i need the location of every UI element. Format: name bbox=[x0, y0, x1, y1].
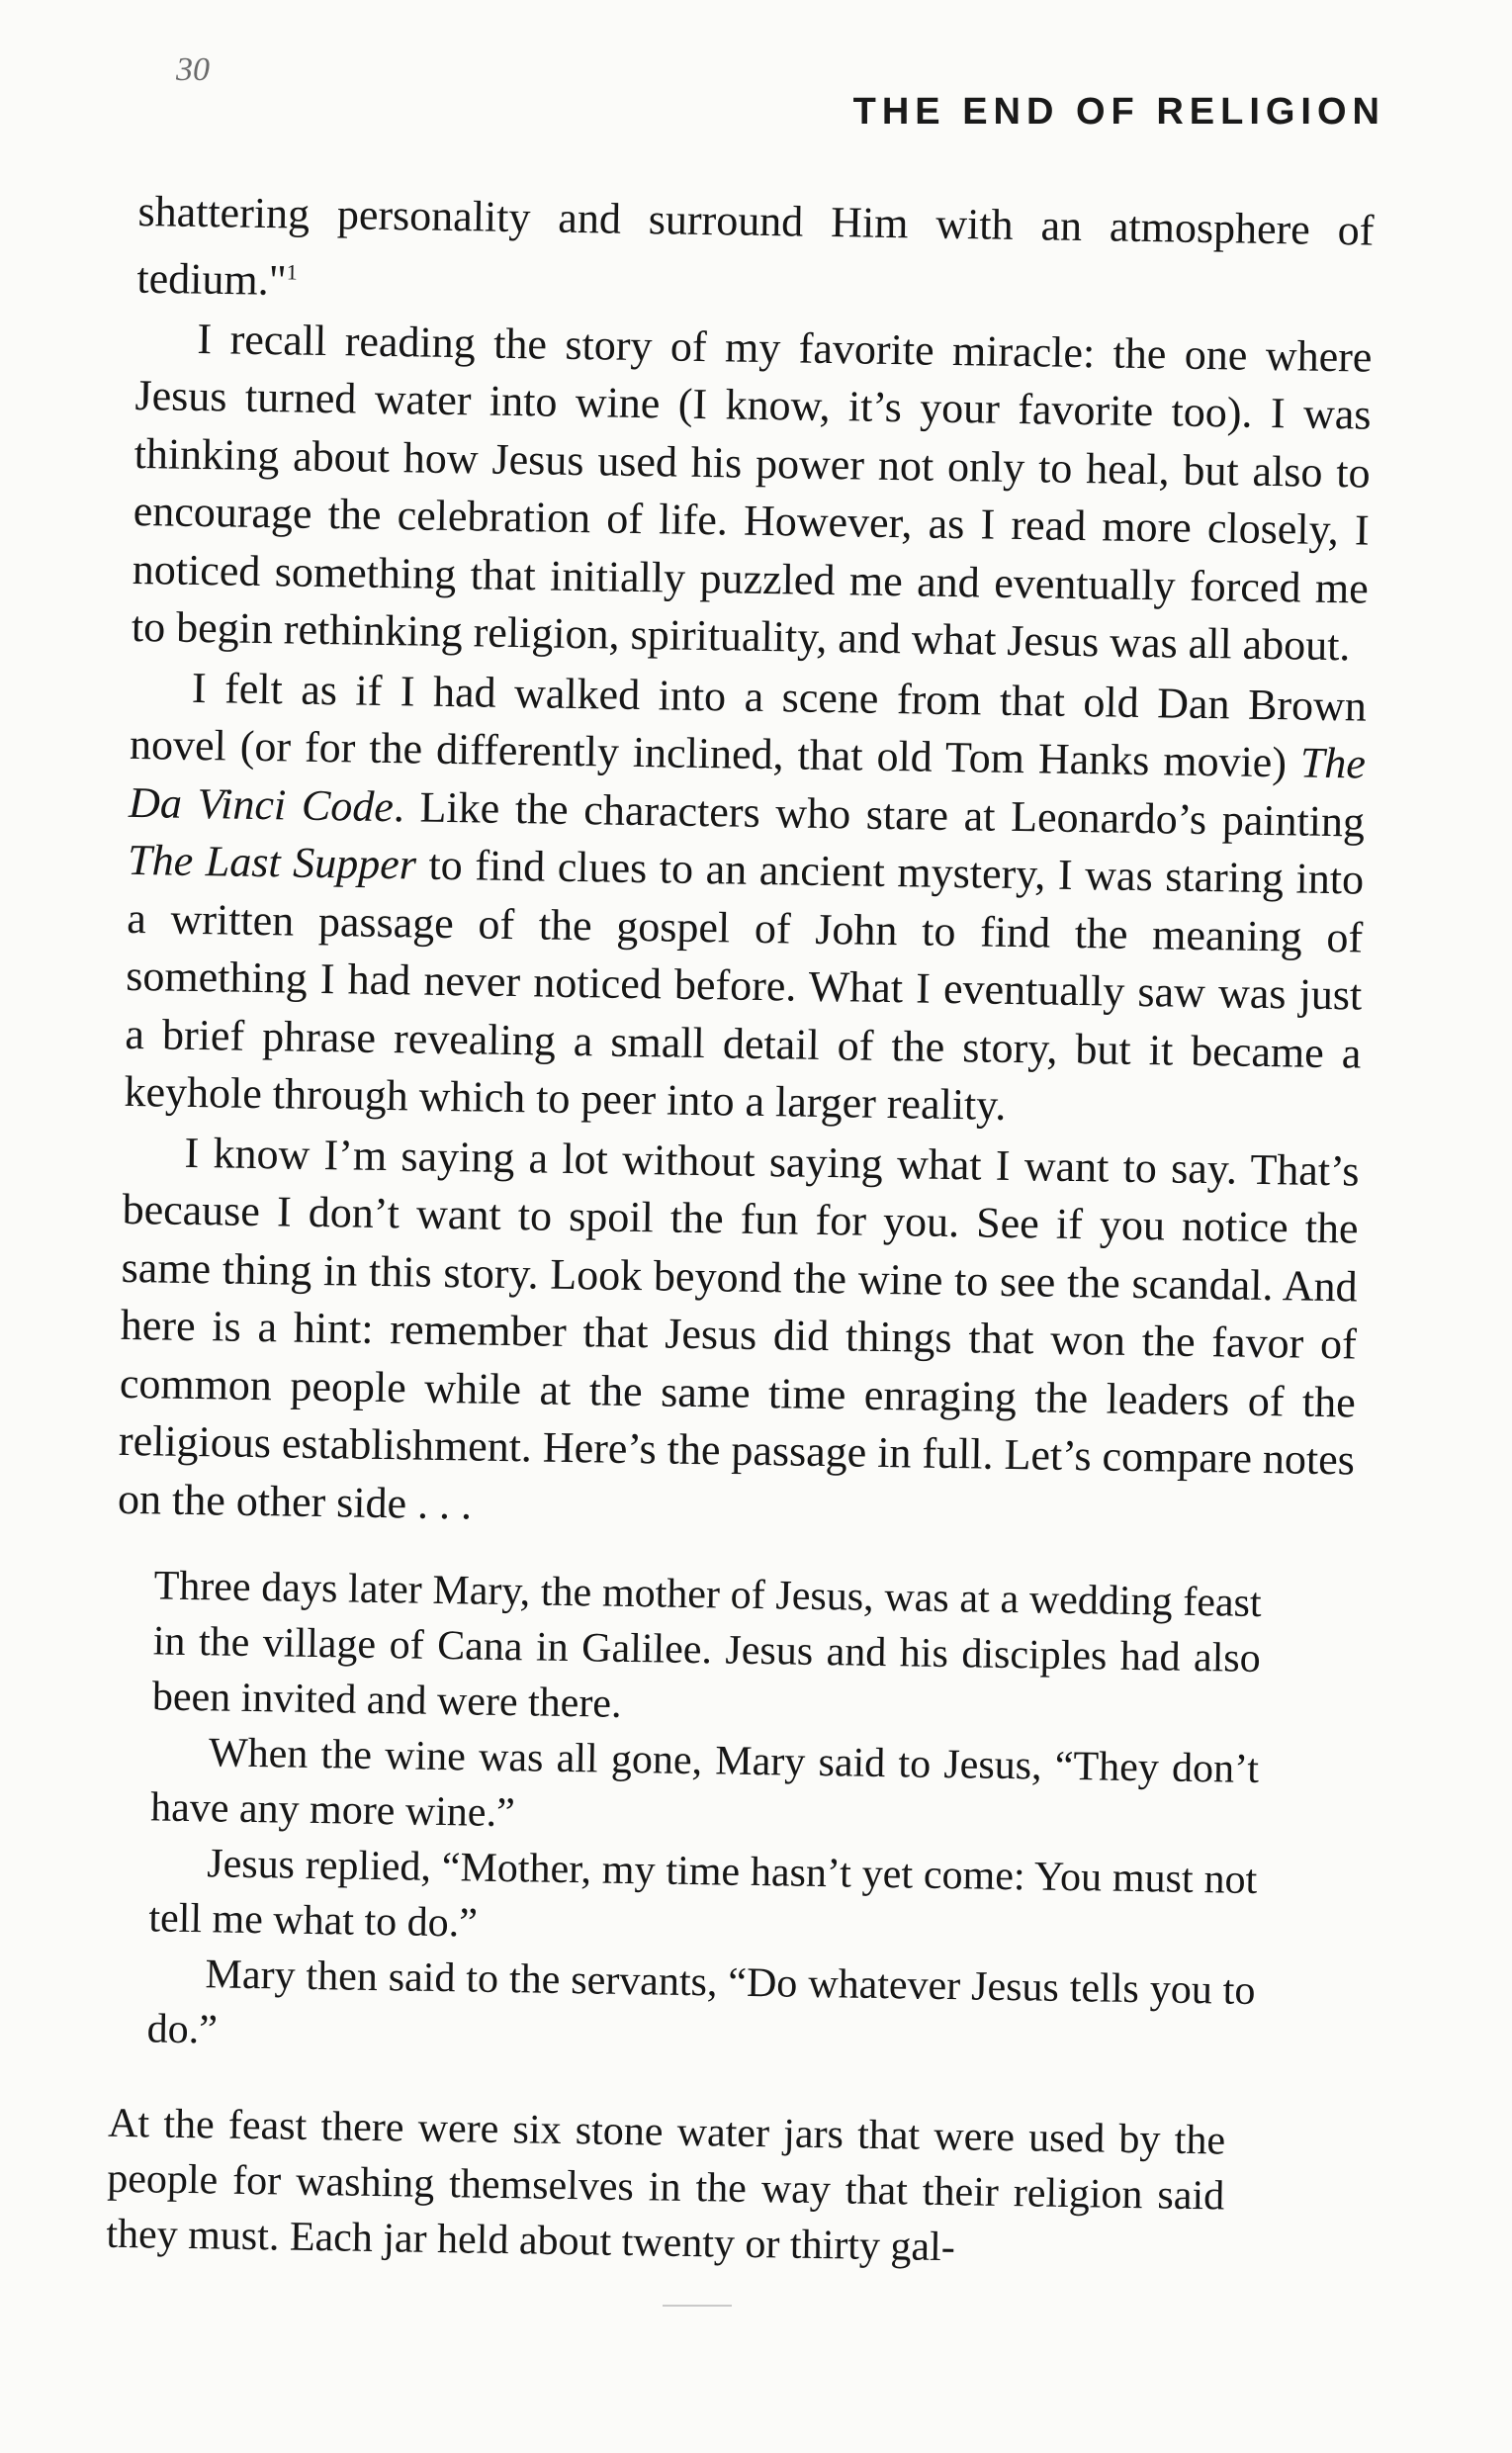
body-text bbox=[106, 183, 1375, 2282]
book-title-da-vinci-code: The Da Vinci Code bbox=[128, 738, 1367, 831]
quote-paragraph-4: Mary then said to the servants, “Do whatever Jesus tells you to do.” bbox=[146, 1952, 1256, 2053]
running-title: THE END OF RELIGION bbox=[852, 91, 1385, 133]
post-quote-paragraph: At the feast there were six stone water jars that were used by the people for washing themselves in the way that their religion said they must. Each jar held about twenty or thirty gal- bbox=[106, 2100, 1226, 2271]
post-quote-text bbox=[106, 2096, 1225, 2280]
footnote-marker: 1 bbox=[286, 258, 298, 285]
paragraph-2: I recall reading the story of my favorite miracle: the one where Jesus turned water into wine (I know, it’s your favorite too). I was thinking about how Jesus used his power not only to heal, but also to encourage the celebration of life. However, as I read more closely, I noticed something that initially puzzled me and eventually forced me to begin rethinking religion, spirituality, and what Jesus was all about. bbox=[131, 314, 1373, 671]
page-number: 30 bbox=[176, 51, 210, 88]
paragraph-1 bbox=[136, 183, 1375, 326]
paragraph-3-text-c: to find clues to an ancient mystery, I was staring into a written passage of the gospel of John to find the meaning of something I had never noticed before. What I eventually saw was just a brief phrase revealing a small detail of the story, but it became a keyhole through which to peer into a larger reality. bbox=[124, 840, 1365, 1131]
paragraph-1-text: shattering personality and surround Him with an atmosphere of tedium." bbox=[136, 186, 1375, 305]
paragraph-4: I know I’m saying a lot without saying what I want to say. That’s because I don’t want to spoil the fun for you. See if you notice the same thing in this story. Look beyond the wine to see the scandal. And here is a hint: remember that Jesus did things that won the favor of common people while at the same time enraging the leaders of the religious establishment. Here’s the passage in full. Let’s compare notes on the other side . . . bbox=[117, 1128, 1360, 1529]
scripture-quote bbox=[146, 1559, 1262, 2075]
painting-title-last-supper: The Last Supper bbox=[127, 836, 417, 889]
paragraph-3-text-b: . Like the characters who stare at Leonardo’s painting bbox=[393, 781, 1366, 847]
quote-paragraph-1: Three days later Mary, the mother of Jesus, was at a wedding feast in the village of Cana in Galilee. Jesus and his disciples had also been invited and were there. bbox=[151, 1563, 1262, 1728]
quote-paragraph-3: Jesus replied, “Mother, my time hasn’t yet come: You must not tell me what to do.” bbox=[148, 1841, 1258, 1947]
paragraph-3-text-a: I felt as if I had walked into a scene from that old Dan Brown novel (or for the differently inclined, that old Tom Hanks movie) bbox=[129, 663, 1368, 787]
scan-artifact bbox=[663, 2305, 732, 2307]
paragraph-3 bbox=[124, 659, 1367, 1141]
quote-paragraph-2: When the wine was all gone, Mary said to Jesus, “They don’t have any more wine.” bbox=[149, 1730, 1260, 1837]
